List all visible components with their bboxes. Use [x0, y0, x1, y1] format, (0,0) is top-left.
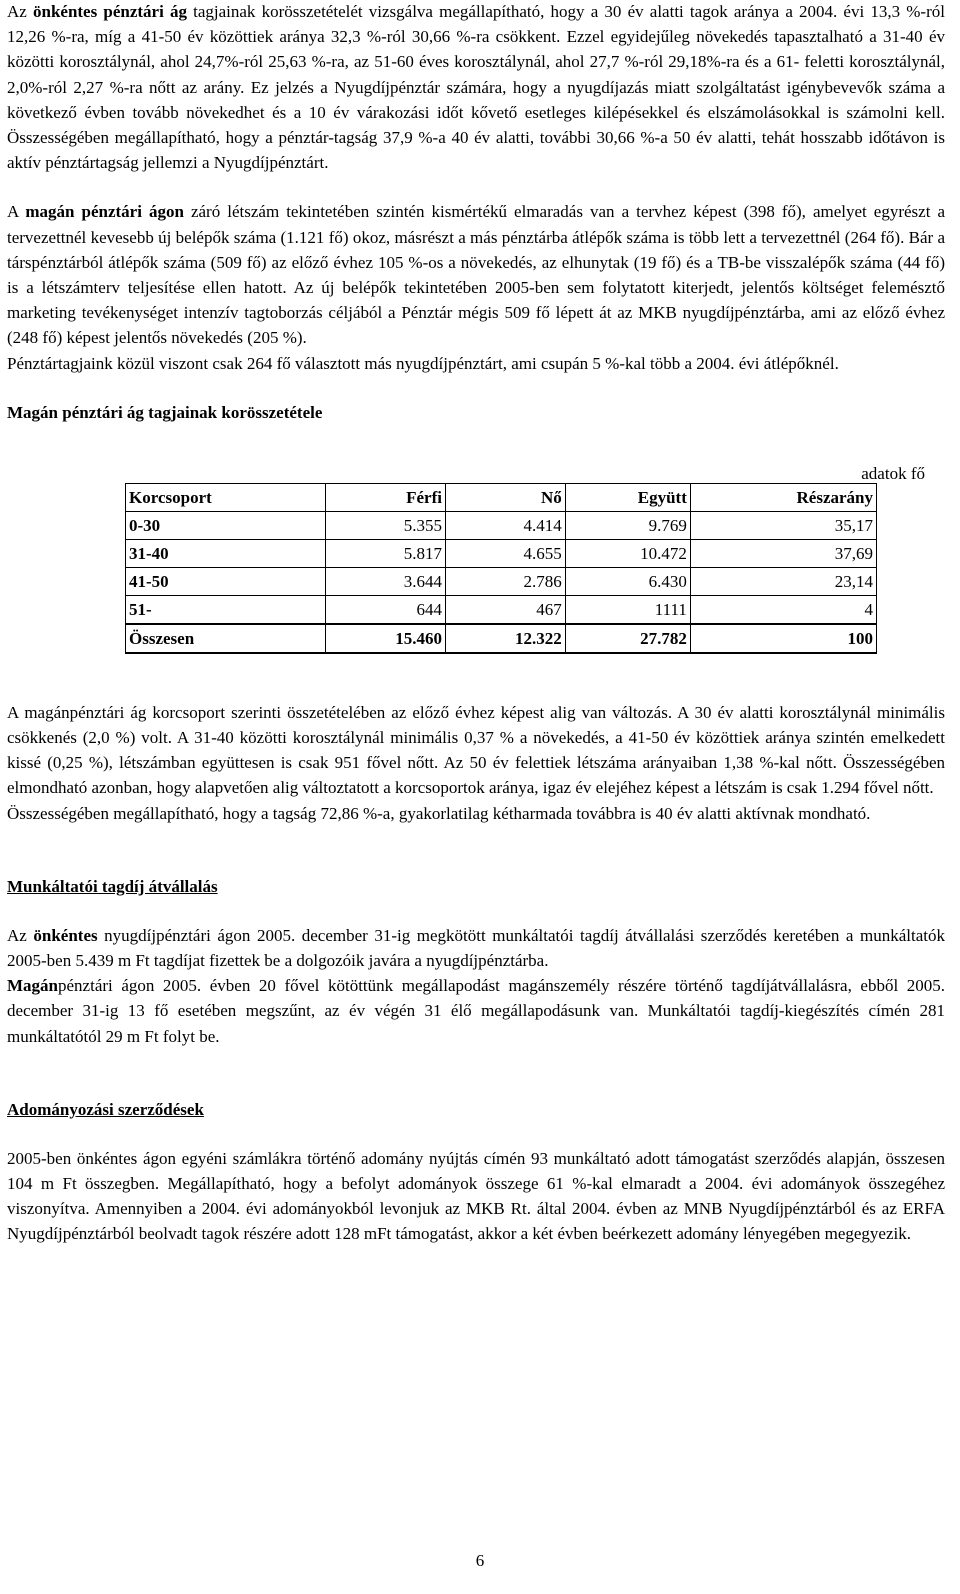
document-page [7, 0, 945, 1247]
age-group-table [125, 483, 877, 654]
magan-text-start: A [7, 202, 26, 222]
cell-female: 4.414 [445, 511, 565, 539]
header-ferfi: Férfi [326, 483, 446, 511]
cell-group: 0-30 [126, 511, 326, 539]
after-table-paragraph: A magánpénztári ág korcsoport szerinti összetételében az előző évhez képest alig van változás. A 30 év alatti korosztálynál minimális csökkenés (2,0 %) volt. A 31-40 közötti korosztálynál minimális 0,37 % a növekedés, a 41-50 év közöttiek aránya szintén emelkedett kissé (0,25 %), létszámban együttesen is csak 951 fővel nőtt. Az 50 év felettiek létszáma arányaiban 1,38 %-kal nőtt. Összességében elmondható azonban, hogy alapvetően alig változtatott a korcsoportok aránya, igaz év elejéhez képest a létszám is csak 1.294 fővel nőtt. [7, 702, 945, 798]
munkaltatoi-paragraph-2 [7, 973, 945, 1049]
cell-male: 5.355 [326, 511, 446, 539]
cell-male: 5.817 [326, 539, 446, 567]
intro-paragraph [7, 0, 945, 175]
munkaltatoi-text-rest: nyugdíjpénztári ágon 2005. december 31-ig megkötött munkáltatói tagdíj átvállalási szerződés keretében a munkáltatók 2005-ben 5.439 m Ft tagdíjat fizettek be a dolgozóik javára a nyugdíjpénztárba. [7, 925, 945, 971]
magan-paragraph [7, 199, 945, 350]
munkaltatoi-bold-term: önkéntes [33, 925, 98, 945]
cell-share: 100 [690, 624, 876, 653]
cell-group: 31-40 [126, 539, 326, 567]
cell-total: 27.782 [565, 624, 690, 653]
cell-female: 4.655 [445, 539, 565, 567]
cell-share: 37,69 [690, 539, 876, 567]
cell-group: 51- [126, 595, 326, 624]
table-row [126, 511, 877, 539]
header-korcsoport: Korcsoport [126, 483, 326, 511]
intro-bold-term: önkéntes pénztári ág [32, 2, 187, 21]
section-title-munkaltatoi: Munkáltatói tagdíj átvállalás [7, 876, 218, 896]
page-number: 6 [475, 1551, 485, 1570]
header-no: Nő [445, 483, 565, 511]
table-title: Magán pénztári ág tagjainak korösszetétele [7, 402, 323, 422]
cell-group: 41-50 [126, 567, 326, 595]
table-header-row [126, 483, 877, 511]
cell-female: 467 [445, 595, 565, 624]
cell-total: 6.430 [565, 567, 690, 595]
table-row [126, 567, 877, 595]
munkaltatoi-text-start: Az [7, 925, 34, 945]
section-title-adomanyozasi: Adományozási szerződések [7, 1099, 204, 1119]
cell-female: 12.322 [445, 624, 565, 653]
intro-text-start: Az [7, 2, 33, 21]
magan-paragraph-2: Pénztártagjaink közül viszont csak 264 fő választott más nyugdíjpénztárt, ami csupán 5 %-kal több a 2004. évi átlépőknél. [7, 353, 839, 373]
munkaltatoi-bold-magan: Magán [7, 976, 58, 996]
cell-group: Összesen [126, 624, 326, 653]
cell-male: 644 [326, 595, 446, 624]
cell-male: 15.460 [326, 624, 446, 653]
table-row [126, 539, 877, 567]
magan-text-rest: záró létszám tekintetében szintén kismértékű elmaradás van a tervhez képest (398 fő), amelyet egyrészt a tervezettnél kevesebb új belépők száma (1.121 fő) okoz, másrészt a más pénztárba átlépők száma is több lett a tervezettnél (264 fő). Bár a társpénztárból átlépők száma (509 fő) az előző évhez 105 %-os a növekedés, az elhunytak (19 fő) és a TB-be visszalépők száma (44 fő) is a létszámterv teljesítése ellen hatott. Az új belépők tekintetében 2005-ben sem folytatott kiterjedt, jelentős költséget felemésztő marketing tevékenységet intenzív tagtoborzás céljából a Pénztár mégis 509 fő lépett át az MKB nyugdíjpénztárba, ami az előző évhez (248 fő) képest jelentős növekedés (205 %). [7, 202, 945, 348]
cell-total: 1111 [565, 595, 690, 624]
after-table-paragraph-2: Összességében megállapítható, hogy a tagság 72,86 %-a, gyakorlatilag kétharmada továbbra is 40 év alatti aktívnak mondható. [7, 803, 871, 823]
cell-female: 2.786 [445, 567, 565, 595]
intro-text-rest: tagjainak korösszetételét vizsgálva megállapítható, hogy a 30 év alatti tagok aránya a 2004. évi 13,3 %-ról 12,26 %-ra, míg a 41-50 év közöttiek aránya 32,3 %-ról 30,66 %-ra csökkent. Ezzel egyidejűleg növekedés tapasztalható a 31-40 év közötti korosztálynál, ahol 24,7%-ról 25,63 %-ra, az 51-60 éves korosztálynál, ahol 27,7 %-ról 29,18%-ra és a 61- feletti korosztálynál, 2,0%-ról 2,27 %-ra nőtt az arány. Ez jelzés a Nyugdíjpénztár számára, hogy a nyugdíjazás miatt szolgáltatást igénybevevők száma a következő évben tovább növekedhet és a 10 év várakozási időt kővető esetleges kilépésekkel és elszámolásokkal is számolni kell. Összességében megállapítható, hogy a pénztár-tagság 37,9 %-a 40 év alatti, további 30,66 %-a 50 év alatti, tehát hosszabb időtávon is aktív pénztártagság jellemzi a Nyugdíjpénztárt. [7, 2, 945, 173]
munkaltatoi-text-2: pénztári ágon 2005. évben 20 fővel kötöttünk megállapodást magánszemély részére történő tagdíjátvállalásra, ebből 2005. december 31-ig 13 fő esetében megszűnt, az év végén 31 élő megállapodásunk van. Munkáltatói tagdíj-kiegészítés címén 281 munkáltatótól 29 m Ft folyt be. [7, 976, 945, 1046]
cell-share: 23,14 [690, 567, 876, 595]
adomanyozasi-paragraph: 2005-ben önkéntes ágon egyéni számlákra történő adomány nyújtás címén 93 munkáltató adott támogatást szerződés alapján, összesen 104 m Ft összegben. Megállapítható, hogy a befolyt adományok összege 61 %-kal elmaradt a 2004. évi adományok összegéhez viszonyítva. Amennyiben a 2004. évi adományokból levonjuk az MKB Rt. által 2004. évben az MNB Nyugdíjpénztárból és az ERFA Nyugdíjpénztárból beolvadt tagok részére adott 128 mFt támogatást, akkor a két évben beérkezett adomány lényegében megegyezik. [7, 1148, 945, 1244]
header-egyutt: Együtt [565, 483, 690, 511]
table-total-row [126, 624, 877, 653]
munkaltatoi-paragraph-1 [7, 923, 945, 973]
table-row [126, 595, 877, 624]
magan-bold-term: magán pénztári ágon [25, 202, 184, 222]
cell-total: 10.472 [565, 539, 690, 567]
cell-share: 4 [690, 595, 876, 624]
cell-total: 9.769 [565, 511, 690, 539]
table-unit-label: adatok fő [861, 463, 925, 483]
cell-male: 3.644 [326, 567, 446, 595]
header-reszarany: Részarány [690, 483, 876, 511]
cell-share: 35,17 [690, 511, 876, 539]
